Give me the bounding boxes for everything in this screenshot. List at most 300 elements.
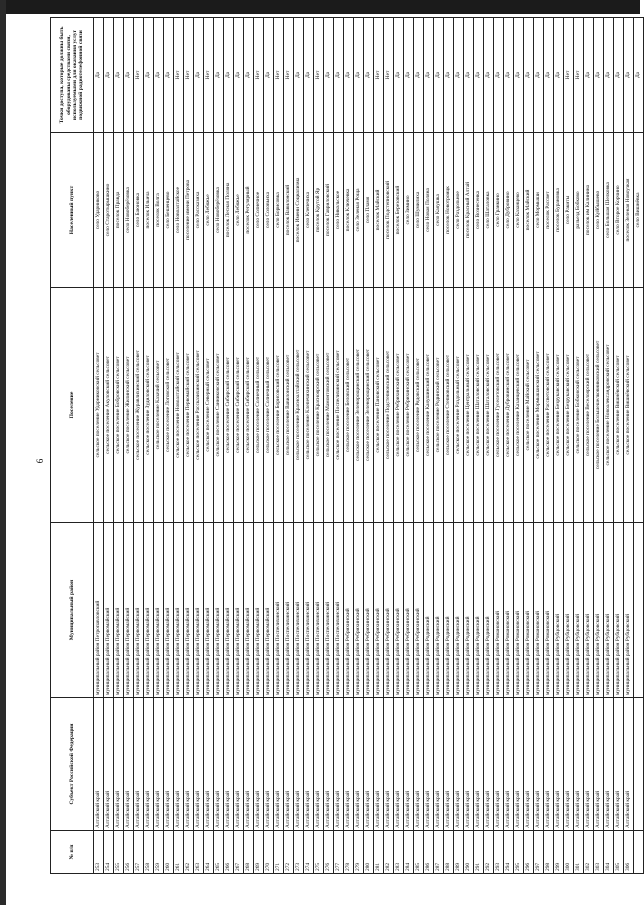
cell-locality: поселок Зеленая Новоузкая	[624, 133, 634, 288]
cell-num: 262	[184, 831, 194, 874]
cell-locality: село Пламя	[364, 133, 374, 288]
cell-settlement: сельское поселение Журавлихинский сельсовет	[134, 288, 144, 523]
cell-settlement: сельское поселение Безрукавский сельсовет	[564, 288, 574, 523]
cell-settlement: сельское поселение Бобковский сельсовет	[574, 288, 584, 523]
table-row	[364, 18, 374, 874]
table-row	[414, 18, 424, 874]
rotated-page-content	[34, 26, 641, 874]
cell-access-point: Да	[534, 18, 544, 133]
table-row	[424, 18, 434, 874]
cell-settlement: сельское поселение Сибирский сельсовет	[224, 288, 234, 523]
cell-num: 256	[124, 831, 134, 874]
cell-subject: Алтайский край	[454, 698, 464, 831]
cell-num: 287	[434, 831, 444, 874]
cell-num: 285	[414, 831, 424, 874]
cell-subject: Алтайский край	[414, 698, 424, 831]
cell-locality: поселок Майский	[374, 133, 384, 288]
cell-access-point: Да	[214, 18, 224, 133]
cell-municipal-district: муниципальный район Романовский	[544, 523, 554, 698]
table-row	[494, 18, 504, 874]
scan-border-top	[0, 0, 640, 14]
cell-subject: Алтайский край	[444, 698, 454, 831]
table-row	[384, 18, 394, 874]
cell-num: 286	[424, 831, 434, 874]
cell-municipal-district: муниципальный район Романовский	[534, 523, 544, 698]
cell-subject: Алтайский край	[144, 698, 154, 831]
cell-settlement: сельское поселение Мамонтовский сельсовет	[324, 288, 334, 523]
cell-subject: Алтайский край	[174, 698, 184, 831]
cell-municipal-district: муниципальный район Рубцовский	[604, 523, 614, 698]
cell-access-point: Да	[224, 18, 234, 133]
cell-municipal-district: муниципальный район Ребрихинский	[374, 523, 384, 698]
cell-subject: Алтайский край	[264, 698, 274, 831]
cell-num: 290	[464, 831, 474, 874]
cell-municipal-district: муниципальный район Рубцовский	[624, 523, 634, 698]
cell-settlement: сельское поселение Гуселетовский сельсовет	[494, 288, 504, 523]
cell-locality: село Баюновка	[134, 133, 144, 288]
cell-settlement: сельское поселение Солнечный сельсовет	[254, 288, 264, 523]
cell-municipal-district: муниципальный район Первомайский	[134, 523, 144, 698]
cell-access-point: Да	[464, 18, 474, 133]
table-row	[564, 18, 574, 874]
cell-subject: Алтайский край	[204, 698, 214, 831]
cell-subject: Алтайский край	[304, 698, 314, 831]
cell-settlement: сельское поселение Веселоярский сельсовет	[584, 288, 594, 523]
cell-num: 288	[444, 831, 454, 874]
cell-subject: Алтайский край	[464, 698, 474, 831]
cell-settlement: сельское поселение Майский сельсовет	[524, 288, 534, 523]
table-row	[584, 18, 594, 874]
cell-subject: Алтайский край	[324, 698, 334, 831]
cell-subject: Алтайский край	[474, 698, 484, 831]
cell-settlement: сельское поселение Пановский сельсовет	[374, 288, 384, 523]
cell-locality: поселок Подстепновский	[384, 133, 394, 288]
cell-subject: Алтайский край	[154, 698, 164, 831]
cell-locality: село Шумилиха	[414, 133, 424, 288]
cell-subject: Алтайский край	[404, 698, 414, 831]
cell-locality: село Казанцево	[514, 133, 524, 288]
table-row	[104, 18, 114, 874]
cell-municipal-district: муниципальный район Родинский	[434, 523, 444, 698]
cell-access-point: Да	[594, 18, 604, 133]
cell-municipal-district: муниципальный район Ребрихинский	[394, 523, 404, 698]
cell-locality: село Раздольное	[454, 133, 464, 288]
cell-municipal-district: муниципальный район Родинский	[464, 523, 474, 698]
cell-access-point: Да	[404, 18, 414, 133]
cell-num: 295	[514, 831, 524, 874]
cell-num: 255	[114, 831, 124, 874]
cell-num: 279	[354, 831, 364, 874]
cell-municipal-district: муниципальный район Первомайский	[144, 523, 154, 698]
cell-municipal-district: муниципальный район Первомайский	[214, 523, 224, 698]
cell-locality: село Соловьиха	[264, 133, 274, 288]
table-row	[244, 18, 254, 874]
cell-locality: поселок Рассвет	[544, 133, 554, 288]
cell-subject: Алтайский край	[584, 698, 594, 831]
cell-num: 254	[104, 831, 114, 874]
cell-access-point: Да	[504, 18, 514, 133]
cell-settlement: сельское поселение Поспелихинский сельсовет	[334, 288, 344, 523]
cell-municipal-district: муниципальный район Первомайский	[254, 523, 264, 698]
cell-subject: Алтайский край	[424, 698, 434, 831]
cell-num: 278	[344, 831, 354, 874]
cell-subject: Алтайский край	[394, 698, 404, 831]
cell-access-point: Нет	[184, 18, 194, 133]
table-row	[404, 18, 414, 874]
cell-locality: поселок Регулярный	[244, 133, 254, 288]
table-row	[194, 18, 204, 874]
cell-locality: поселок Волга	[154, 133, 164, 288]
cell-num	[634, 831, 644, 874]
cell-settlement: сельское поселение Подстепновский сельсовет	[384, 288, 394, 523]
cell-municipal-district: муниципальный район Первомайский	[184, 523, 194, 698]
table-row	[544, 18, 554, 874]
cell-locality: поселок Ильича	[144, 133, 154, 288]
table-row	[394, 18, 404, 874]
cell-municipal-district: муниципальный район Ребрихинский	[364, 523, 374, 698]
scan-border-left	[0, 0, 6, 905]
cell-locality: село Лебяжье	[204, 133, 214, 288]
cell-num: 282	[384, 831, 394, 874]
cell-settlement: сельское поселение Вавилонский сельсовет	[284, 288, 294, 523]
cell-subject: Алтайский край	[504, 698, 514, 831]
cell-locality: село Вознесенка	[474, 133, 484, 288]
table-row	[324, 18, 334, 874]
cell-num: 261	[174, 831, 184, 874]
cell-access-point: Да	[544, 18, 554, 133]
header-municipal-district: Муниципальный район	[51, 523, 94, 698]
cell-settlement: сельское поселение Зудиловский сельсовет	[144, 288, 154, 523]
cell-settlement	[634, 288, 644, 523]
cell-num: 301	[574, 831, 584, 874]
cell-municipal-district	[634, 523, 644, 698]
cell-settlement: сельское поселение Жилинский сельсовет	[124, 288, 134, 523]
header-num: № п/п	[51, 831, 94, 874]
cell-access-point: Нет	[174, 18, 184, 133]
table-row	[184, 18, 194, 874]
cell-num: 264	[204, 831, 214, 874]
cell-locality: поселок Майский	[524, 133, 534, 288]
cell-municipal-district: муниципальный район Романовский	[514, 523, 524, 698]
cell-settlement: сельское поселение Северный сельсовет	[204, 288, 214, 523]
cell-subject: Алтайский край	[104, 698, 114, 831]
cell-locality: село Ударниково	[94, 133, 104, 288]
cell-locality: село Борисовка	[274, 133, 284, 288]
cell-subject: Алтайский край	[284, 698, 294, 831]
cell-access-point: Нет	[274, 18, 284, 133]
cell-locality: поселок Правда	[114, 133, 124, 288]
cell-municipal-district: муниципальный район Первомайский	[164, 523, 174, 698]
table-row	[624, 18, 634, 874]
cell-locality: село Рассказиха	[194, 133, 204, 288]
cell-settlement: сельское поселение Ребрихинский сельсовет	[394, 288, 404, 523]
cell-locality: село Вишнёвка	[634, 133, 644, 288]
cell-locality: село Куйбышево	[594, 133, 604, 288]
table-row	[614, 18, 624, 874]
cell-access-point: Да	[94, 18, 104, 133]
cell-access-point: Да	[234, 18, 244, 133]
cell-locality: село Новоалтайское	[174, 133, 184, 288]
cell-subject: Алтайский край	[494, 698, 504, 831]
settlements-table	[50, 17, 644, 874]
table-row	[294, 18, 304, 874]
cell-municipal-district: муниципальный район Родинский	[474, 523, 484, 698]
cell-subject: Алтайский край	[624, 698, 634, 831]
cell-settlement: сельское поселение Рассказихинский сельсовет	[194, 288, 204, 523]
cell-access-point: Да	[634, 18, 644, 133]
cell-settlement: сельское поселение Раздольный сельсовет	[454, 288, 464, 523]
cell-locality: село Старотырышкино	[104, 133, 114, 288]
table-row	[474, 18, 484, 874]
cell-subject: Алтайский край	[574, 698, 584, 831]
header-subject: Субъект Российской Федерации	[51, 698, 94, 831]
cell-access-point: Да	[514, 18, 524, 133]
cell-subject: Алтайский край	[124, 698, 134, 831]
cell-municipal-district: муниципальный район Поспелихинский	[274, 523, 284, 698]
cell-municipal-district: муниципальный район Родинский	[484, 523, 494, 698]
table-row	[464, 18, 474, 874]
cell-locality: разъезд Бобково	[574, 133, 584, 288]
cell-municipal-district: муниципальный район Поспелихинский	[284, 523, 294, 698]
cell-settlement: сельское поселение Ударниковский сельсовет	[94, 288, 104, 523]
cell-access-point: Нет	[374, 18, 384, 133]
cell-subject: Алтайский край	[254, 698, 264, 831]
cell-num: 292	[484, 831, 494, 874]
cell-settlement: сельское поселение Борисовский сельсовет	[274, 288, 284, 523]
cell-subject: Алтайский край	[164, 698, 174, 831]
cell-access-point: Да	[444, 18, 454, 133]
cell-locality: поселок им Калинина	[584, 133, 594, 288]
cell-settlement: сельское поселение Безрукавский сельсовет	[554, 288, 564, 523]
cell-locality: поселок Красный Алтай	[464, 133, 474, 288]
cell-locality: поселок Вавилонский	[284, 133, 294, 288]
cell-access-point: Да	[144, 18, 154, 133]
cell-municipal-district: муниципальный район Первомайский	[124, 523, 134, 698]
cell-locality: село Зеленая Роща	[354, 133, 364, 288]
cell-municipal-district: муниципальный район Ребрихинский	[414, 523, 424, 698]
cell-subject: Алтайский край	[484, 698, 494, 831]
cell-subject: Алтайский край	[334, 698, 344, 831]
table-row	[264, 18, 274, 874]
table-row	[534, 18, 544, 874]
table-row	[284, 18, 294, 874]
cell-locality: село Клепечиха	[304, 133, 314, 288]
cell-settlement: сельское поселение Центральный сельсовет	[464, 288, 474, 523]
cell-municipal-district: муниципальный район Поспелихинский	[324, 523, 334, 698]
cell-municipal-district: муниципальный район Родинский	[444, 523, 454, 698]
cell-access-point: Да	[454, 18, 464, 133]
cell-access-point: Да	[424, 18, 434, 133]
cell-municipal-district: муниципальный район Родинский	[454, 523, 464, 698]
cell-num: 300	[564, 831, 574, 874]
cell-access-point: Да	[114, 18, 124, 133]
table-row	[154, 18, 164, 874]
page-number: 6	[35, 458, 45, 464]
cell-locality: поселок Ключевка	[344, 133, 354, 288]
cell-num: 273	[294, 831, 304, 874]
cell-municipal-district: муниципальный район Рубцовский	[614, 523, 624, 698]
cell-subject: Алтайский край	[234, 698, 244, 831]
cell-settlement: сельское поселение Рядовский сельсовет	[414, 288, 424, 523]
cell-locality: село Мормыши	[534, 133, 544, 288]
cell-settlement: сельское поселение Сибирский сельсовет	[234, 288, 244, 523]
cell-locality: поселок Березовский	[394, 133, 404, 288]
cell-num: 284	[404, 831, 414, 874]
cell-access-point: Нет	[284, 18, 294, 133]
cell-num: 294	[504, 831, 514, 874]
cell-num: 299	[554, 831, 564, 874]
cell-subject: Алтайский край	[314, 698, 324, 831]
table-row	[354, 18, 364, 874]
cell-municipal-district: муниципальный район Первомайский	[194, 523, 204, 698]
cell-settlement: сельское поселение Новоалтайский сельсовет	[174, 288, 184, 523]
cell-subject: Алтайский край	[274, 698, 284, 831]
table-row	[454, 18, 464, 874]
table-row	[314, 18, 324, 874]
cell-subject: Алтайский край	[94, 698, 104, 831]
table-row	[134, 18, 144, 874]
cell-municipal-district: муниципальный район Ребрихинский	[404, 523, 414, 698]
cell-locality: село Зимино	[404, 133, 414, 288]
cell-num: 305	[614, 831, 624, 874]
cell-settlement: сельское поселение Шаталовский сельсовет	[474, 288, 484, 523]
cell-num: 303	[594, 831, 604, 874]
cell-num: 269	[254, 831, 264, 874]
table-header-row	[51, 18, 94, 874]
cell-locality: село Большая Шелковка	[604, 133, 614, 288]
cell-settlement: сельское поселение Ребрихинский сельсовет	[404, 288, 414, 523]
cell-subject: Алтайский край	[594, 698, 604, 831]
cell-access-point: Да	[244, 18, 254, 133]
cell-municipal-district: муниципальный район Ребрихинский	[384, 523, 394, 698]
table-row	[504, 18, 514, 874]
cell-settlement: сельское поселение Вишнёвский сельсовет	[624, 288, 634, 523]
cell-municipal-district: муниципальный район Поспелихинский	[314, 523, 324, 698]
cell-settlement: сельское поселение Каяушинский сельсовет	[424, 288, 434, 523]
table-row	[274, 18, 284, 874]
cell-access-point: Да	[154, 18, 164, 133]
cell-municipal-district: муниципальный район Романовский	[504, 523, 514, 698]
cell-subject: Алтайский край	[434, 698, 444, 831]
cell-subject: Алтайский край	[384, 698, 394, 831]
cell-subject: Алтайский край	[114, 698, 124, 831]
cell-access-point: Да	[354, 18, 364, 133]
cell-access-point: Да	[294, 18, 304, 133]
cell-subject: Алтайский край	[514, 698, 524, 831]
cell-subject: Алтайский край	[554, 698, 564, 831]
cell-access-point: Да	[104, 18, 114, 133]
cell-municipal-district: муниципальный район Романовский	[524, 523, 534, 698]
cell-num: 274	[304, 831, 314, 874]
cell-settlement: сельское поселение Клепечихинский сельсовет	[304, 288, 314, 523]
cell-num: 304	[604, 831, 614, 874]
cell-settlement: сельское поселение Казанцевский сельсовет	[514, 288, 524, 523]
cell-num: 257	[134, 831, 144, 874]
cell-municipal-district: муниципальный район Первомайский	[244, 523, 254, 698]
cell-access-point: Да	[494, 18, 504, 133]
cell-municipal-district: муниципальный район Первомайский	[154, 523, 164, 698]
cell-municipal-district: муниципальный район Первомайский	[104, 523, 114, 698]
cell-locality: поселение имени Петрова	[184, 133, 194, 288]
cell-subject: Алтайский край	[604, 698, 614, 831]
table-row	[214, 18, 224, 874]
cell-num: 298	[544, 831, 554, 874]
cell-access-point: Да	[124, 18, 134, 133]
cell-subject: Алтайский край	[294, 698, 304, 831]
cell-locality: поселок Крутой Яр	[314, 133, 324, 288]
table-row	[144, 18, 154, 874]
cell-num: 302	[584, 831, 594, 874]
cell-municipal-district: муниципальный район Рубцовский	[594, 523, 604, 698]
cell-subject: Алтайский край	[134, 698, 144, 831]
cell-locality: поселок Бурановка	[554, 133, 564, 288]
cell-num: 276	[324, 831, 334, 874]
cell-subject: Алтайский край	[544, 698, 554, 831]
cell-settlement: сельское поселение Рассветовский сельсовет	[544, 288, 554, 523]
cell-num: 281	[374, 831, 384, 874]
cell-access-point: Да	[554, 18, 564, 133]
table-row	[374, 18, 384, 874]
cell-settlement: сельское поселение Логовской сельсовет	[164, 288, 174, 523]
cell-settlement: сельское поселение Беловский сельсовет	[344, 288, 354, 523]
table-row	[524, 18, 534, 874]
cell-locality: село Новоберёзовка	[214, 133, 224, 288]
cell-subject: Алтайский край	[364, 698, 374, 831]
cell-num: 271	[274, 831, 284, 874]
cell-access-point: Да	[394, 18, 404, 133]
cell-municipal-district: муниципальный район Рубцовский	[574, 523, 584, 698]
cell-settlement: сельское поселение Солнечный сельсовет	[264, 288, 274, 523]
table-row	[124, 18, 134, 874]
cell-subject: Алтайский край	[534, 698, 544, 831]
cell-subject: Алтайский край	[524, 698, 534, 831]
cell-settlement: сельское поселение Красноалтайский сельсовет	[294, 288, 304, 523]
table-row	[94, 18, 104, 874]
table-row	[254, 18, 264, 874]
cell-municipal-district: муниципальный район Первомайский	[264, 523, 274, 698]
cell-num: 263	[194, 831, 204, 874]
cell-subject: Алтайский край	[614, 698, 624, 831]
cell-access-point: Да	[624, 18, 634, 133]
table-row	[174, 18, 184, 874]
cell-locality: село Солнечное	[254, 133, 264, 288]
cell-num: 253	[94, 831, 104, 874]
cell-num: 267	[234, 831, 244, 874]
header-locality: Населенный пункт	[51, 133, 94, 288]
cell-locality: село Новоберёзовка	[124, 133, 134, 288]
cell-access-point: Да	[364, 18, 374, 133]
table-row	[634, 18, 644, 874]
cell-num: 277	[334, 831, 344, 874]
table-row	[304, 18, 314, 874]
cell-access-point: Да	[604, 18, 614, 133]
cell-locality: село Шаталовка	[484, 133, 494, 288]
cell-locality: поселок Новотроицк	[444, 133, 454, 288]
cell-subject: Алтайский край	[224, 698, 234, 831]
cell-settlement: сельское поселение Красноярский сельсовет	[314, 288, 324, 523]
cell-municipal-district: муниципальный район Рубцовский	[554, 523, 564, 698]
cell-municipal-district: муниципальный район Первомайский	[234, 523, 244, 698]
cell-locality: село Второе Корчино	[614, 133, 624, 288]
cell-access-point: Да	[614, 18, 624, 133]
cell-municipal-district: муниципальный район Поспелихинский	[304, 523, 314, 698]
cell-municipal-district: муниципальный район Родинский	[424, 523, 434, 698]
cell-settlement: сельское поселение Мормышанский сельсовет	[534, 288, 544, 523]
cell-subject	[634, 698, 644, 831]
cell-locality: село Дубровино	[504, 133, 514, 288]
cell-municipal-district: муниципальный район Первомайский	[204, 523, 214, 698]
cell-access-point: Нет	[384, 18, 394, 133]
